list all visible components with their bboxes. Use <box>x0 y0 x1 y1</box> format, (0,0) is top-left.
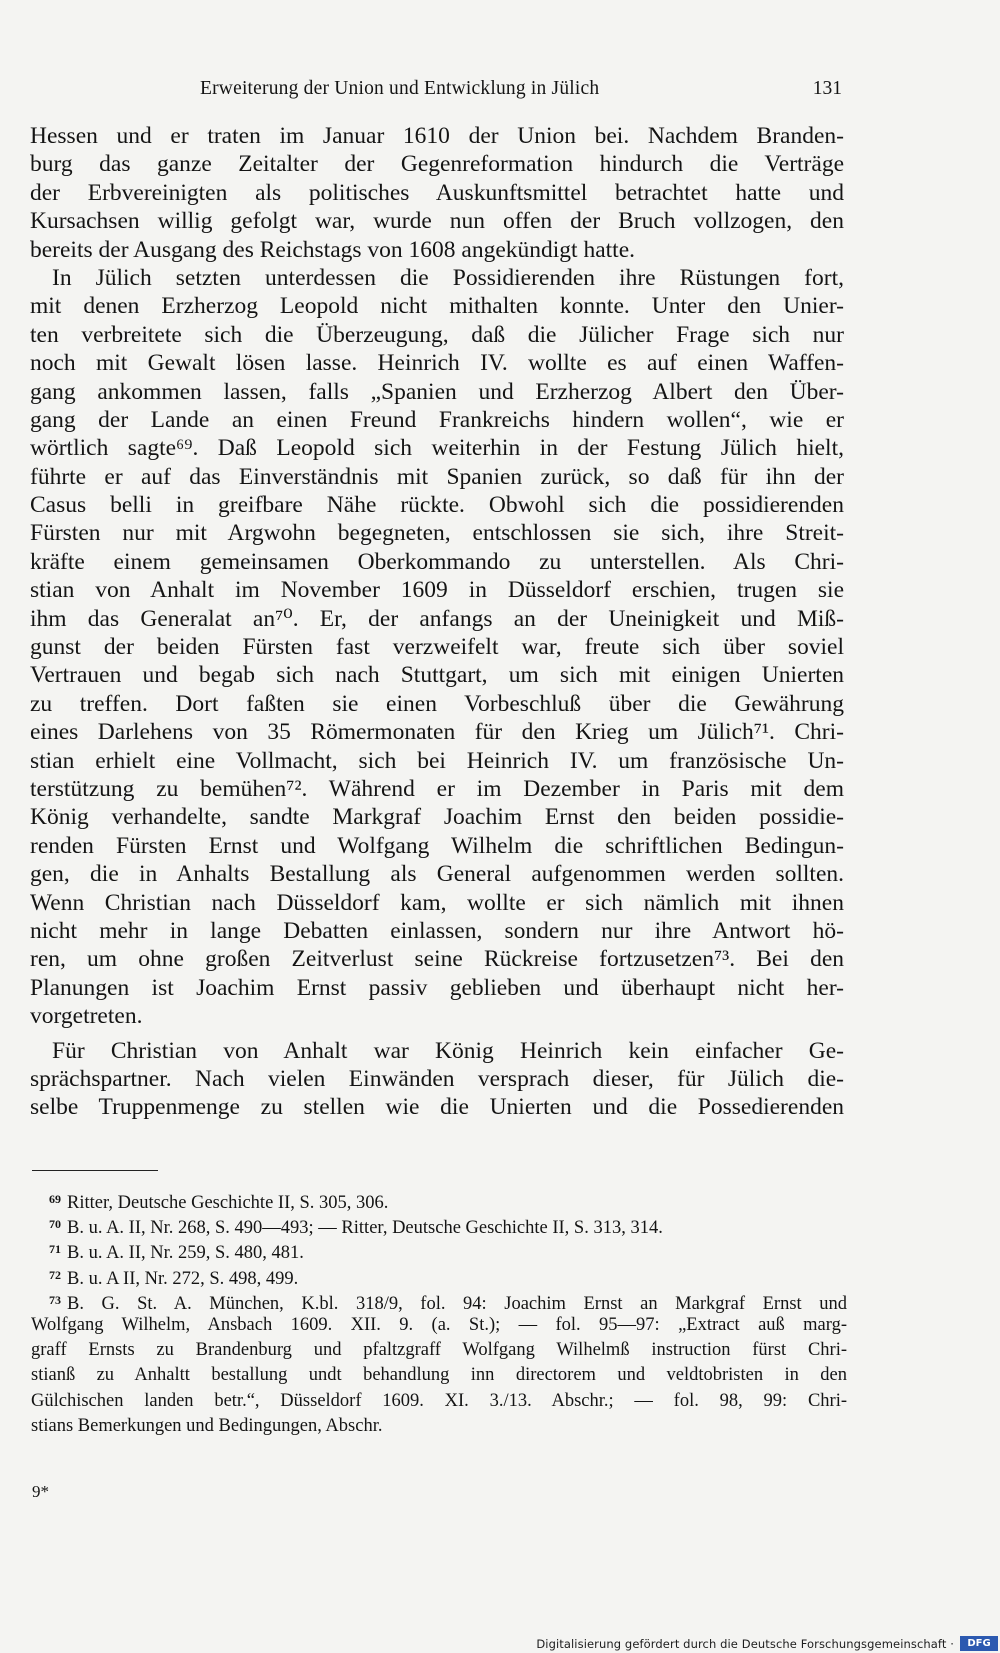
running-title: Erweiterung der Union und Entwicklung in Jülich <box>200 78 600 99</box>
footnote-continuation <box>31 1363 847 1388</box>
body-line: ren, um ohne großen Zeitverlust seine Rückreise fortzusetzen⁷³. Bei den <box>30 946 844 973</box>
footnote <box>31 1263 847 1288</box>
digitization-banner <box>532 1634 1000 1653</box>
body-line: zu treffen. Dort faßten sie einen Vorbeschluß über die Gewährung <box>30 690 844 717</box>
body-line: König verhandelte, sandte Markgraf Joachim Ernst den beiden possidie- <box>30 804 844 831</box>
body-line: Vertrauen und begab sich nach Stuttgart, um sich mit einigen Unierten <box>30 662 844 689</box>
footnote <box>31 1212 847 1237</box>
body-line: kräfte einem gemeinsamen Oberkommando zu unterstellen. Als Chri- <box>30 548 844 575</box>
body-line: Planungen ist Joachim Ernst passiv geblieben und überhaupt nicht her- <box>30 974 844 1001</box>
footnote-text: graff Ernsts zu Brandenburg und pfaltzgraff Wolfgang Wilhelmß instruction fürst Chri- <box>31 1340 847 1361</box>
body-text <box>30 122 844 1122</box>
footnote <box>31 1288 847 1313</box>
footnote-text: B. G. St. A. München, K.bl. 318/9, fol. 94: Joachim Ernst an Markgraf Ernst und <box>67 1293 847 1313</box>
body-line: gang der Lande an einen Freund Frankreichs hindern wollen“, wie er <box>30 406 844 433</box>
body-line: In Jülich setzten unterdessen die Possidierenden ihre Rüstungen fort, <box>52 264 844 291</box>
body-line: Fürsten nur mit Argwohn begegneten, entschlossen sie sich, ihre Streit- <box>30 520 844 547</box>
body-line: Casus belli in greifbare Nähe rückte. Obwohl sich die possidierenden <box>30 492 844 519</box>
body-line: gen, die in Anhalts Bestallung als General aufgenommen werden sollten. <box>30 861 844 888</box>
body-line: wörtlich sagte⁶⁹. Daß Leopold sich weiterhin in der Festung Jülich hielt, <box>30 435 844 462</box>
footnote-text: B. u. A II, Nr. 272, S. 498, 499. <box>67 1268 299 1288</box>
body-line: bereits der Ausgang des Reichstags von 1608 angekündigt hatte. <box>30 236 635 263</box>
body-line: nicht mehr in lange Debatten einlassen, sondern nur ihre Antwort hö- <box>30 917 844 944</box>
page-number: 131 <box>812 78 842 99</box>
body-line: selbe Truppenmenge zu stellen wie die Unierten und die Possedierenden <box>30 1094 844 1121</box>
footnote-number: 71 <box>49 1242 61 1257</box>
footnote-text: Ritter, Deutsche Geschichte II, S. 305, 306. <box>67 1193 389 1213</box>
footnote-text: stianß zu Anhaltt bestallung undt behandlung inn directorem und veldtobristen in den <box>31 1365 847 1386</box>
footnotes <box>31 1187 847 1439</box>
footnote-continuation <box>31 1414 847 1439</box>
body-line: Kursachsen willig gefolgt war, wurde nun offen der Bruch vollzogen, den <box>30 208 844 235</box>
footnote-text: B. u. A. II, Nr. 259, S. 480, 481. <box>67 1243 304 1263</box>
body-line: mit denen Erzherzog Leopold nicht mithalten konnte. Unter den Unier- <box>30 293 844 320</box>
footnote-number: 72 <box>49 1267 61 1282</box>
body-line: ten verbreitete sich die Überzeugung, daß die Jülicher Frage sich nur <box>30 321 844 348</box>
body-line: stian erhielt eine Vollmacht, sich bei Heinrich IV. um französische Un- <box>30 747 844 774</box>
body-line: Für Christian von Anhalt war König Heinrich kein einfacher Ge- <box>52 1037 844 1064</box>
body-line: terstützung zu bemühen⁷². Während er im Dezember in Paris mit dem <box>30 775 844 802</box>
body-line: Wenn Christian nach Düsseldorf kam, wollte er sich nämlich mit ihnen <box>30 889 844 916</box>
banner-text: Digitalisierung gefördert durch die Deutsche Forschungsgemeinschaft · <box>536 1636 954 1651</box>
body-line: renden Fürsten Ernst und Wolfgang Wilhelm die schriftlichen Bedingun- <box>30 832 844 859</box>
footnote-text: Wolfgang Wilhelm, Ansbach 1609. XII. 9. (a. St.); — fol. 95—97: „Extract auß marg- <box>31 1314 847 1335</box>
body-line: stian von Anhalt im November 1609 in Düsseldorf erschien, trugen sie <box>30 577 844 604</box>
footnote-continuation <box>31 1313 847 1338</box>
footnote-number: 73 <box>49 1292 61 1307</box>
footnote-text: B. u. A. II, Nr. 268, S. 490—493; — Ritter, Deutsche Geschichte II, S. 313, 314. <box>67 1218 663 1238</box>
body-line: eines Darlehens von 35 Römermonaten für den Krieg um Jülich⁷¹. Chri- <box>30 719 844 746</box>
body-line: noch mit Gewalt lösen lasse. Heinrich IV. wollte es auf einen Waffen- <box>30 350 844 377</box>
body-line: sprächspartner. Nach vielen Einwänden versprach dieser, für Jülich die- <box>30 1065 844 1092</box>
body-line: Hessen und er traten im Januar 1610 der Union bei. Nachdem Branden- <box>30 123 844 149</box>
body-line: der Erbvereinigten als politisches Auskunftsmittel betrachtet hatte und <box>30 179 844 206</box>
footnote-text: stians Bemerkungen und Bedingungen, Abschr. <box>31 1415 383 1436</box>
footnote-number: 70 <box>49 1217 61 1232</box>
dfg-logo: DFG <box>960 1636 998 1651</box>
body-line: gunst der beiden Fürsten fast verzweifelt war, freute sich über soviel <box>30 634 844 661</box>
running-header <box>40 78 842 108</box>
footnote <box>31 1237 847 1262</box>
body-line: gang ankommen lassen, falls „Spanien und Erzherzog Albert den Über- <box>30 378 844 405</box>
signature-mark: 9* <box>32 1482 49 1501</box>
footnote <box>31 1187 847 1212</box>
body-line: führte er auf das Einverständnis mit Spanien zurück, so daß für ihn der <box>30 463 844 490</box>
body-line: vorgetreten. <box>30 1003 143 1030</box>
body-line: ihm das Generalat an⁷⁰. Er, der anfangs an der Uneinigkeit und Miß- <box>30 605 844 632</box>
footnote-continuation <box>31 1338 847 1363</box>
footnote-text: Gülchischen landen betr.“, Düsseldorf 1609. XI. 3./13. Abschr.; — fol. 98, 99: Chri- <box>31 1390 847 1411</box>
body-line: burg das ganze Zeitalter der Gegenreformation hindurch die Verträge <box>30 151 844 178</box>
footnote-number: 69 <box>49 1192 61 1206</box>
footnote-rule <box>32 1170 158 1171</box>
footnote-continuation <box>31 1389 847 1414</box>
